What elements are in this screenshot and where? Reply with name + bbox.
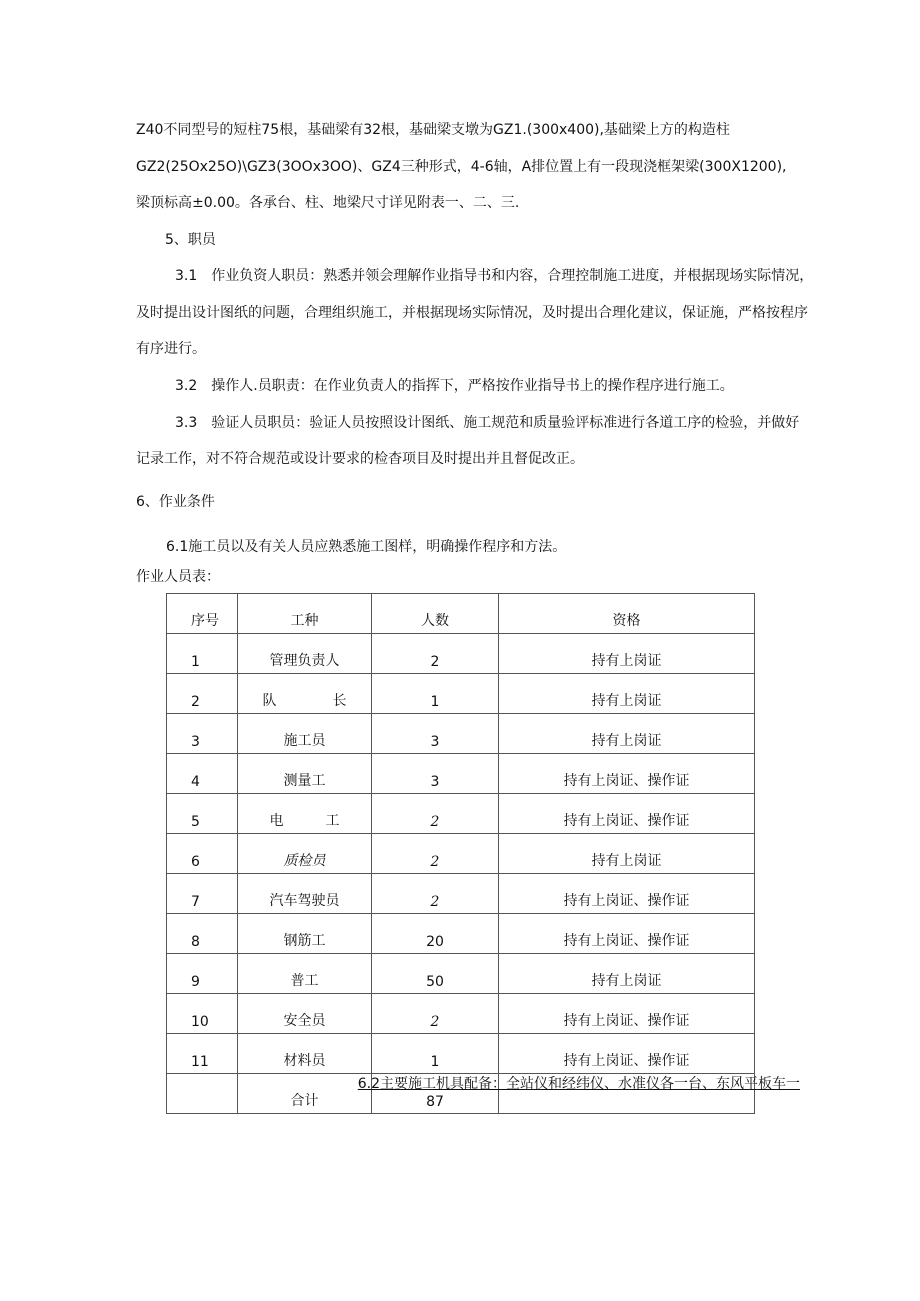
table-cell: 7	[167, 874, 238, 914]
section-heading: 6、作业条件	[136, 494, 215, 510]
table-cell: 5	[167, 794, 238, 834]
table-cell: 2	[372, 794, 499, 834]
table-row	[167, 1034, 755, 1074]
table-cell: 施工员	[238, 714, 372, 754]
paragraph: 记录工作，对不符合规范或设计要求的检杳项目及时提出并且督促改正。	[136, 451, 584, 467]
paragraph: 3.2 操作人.员职责：在作业负责人的指挥下，严格按作业指导书上的操作程序进行施工。	[175, 378, 734, 394]
table-cell: 电 工	[238, 794, 372, 834]
header-cell: 工种	[238, 594, 372, 634]
table-cell: 持有上岗证、操作证	[499, 994, 755, 1034]
table-cell: 管理负责人	[238, 634, 372, 674]
header-cell: 序号	[167, 594, 238, 634]
table-cell: 持有上岗证、操作证	[499, 874, 755, 914]
table-row	[167, 634, 755, 674]
table-cell: 持有上岗证、操作证	[499, 914, 755, 954]
table-cell: 材料员	[238, 1034, 372, 1074]
table-cell	[167, 1074, 238, 1114]
table-row	[167, 794, 755, 834]
table-cell: 4	[167, 754, 238, 794]
table-cell: 3	[372, 754, 499, 794]
paragraph: 梁顶标高±0.00。各承台、柱、地梁尺寸详见附表一、二、三.	[136, 195, 520, 211]
table-cell: 测量工	[238, 754, 372, 794]
table-cell: 队 长	[238, 674, 372, 714]
table-cell: 9	[167, 954, 238, 994]
table-cell: 质检员	[238, 834, 372, 874]
table-header-row	[167, 594, 755, 634]
table-cell: 3	[167, 714, 238, 754]
table-cell: 持有上岗证、操作证	[499, 794, 755, 834]
table-row	[167, 994, 755, 1034]
table-cell: 50	[372, 954, 499, 994]
table-cell: 3	[372, 714, 499, 754]
paragraph: 3.3 验证人员职员：验证人员按照设计图纸、施工规范和质量验评标准进行各道工序的检验，并做好	[175, 415, 800, 431]
table-cell: 20	[372, 914, 499, 954]
table-row	[167, 914, 755, 954]
paragraph: 6.1施工员以及有关人员应熟悉施工图样，明确操作程序和方法。	[166, 539, 567, 555]
table-cell: 1	[372, 1034, 499, 1074]
table-cell: 持有上岗证	[499, 674, 755, 714]
table-row	[167, 874, 755, 914]
table-cell: 合计	[238, 1074, 372, 1114]
table-cell: 8	[167, 914, 238, 954]
table-cell: 1	[372, 674, 499, 714]
table-row	[167, 714, 755, 754]
table-cell: 持有上岗证	[499, 714, 755, 754]
table-cell: 2	[372, 874, 499, 914]
staff-table	[166, 593, 755, 1114]
header-cell: 资格	[499, 594, 755, 634]
table-row	[167, 954, 755, 994]
table-cell: 2	[372, 994, 499, 1034]
table-cell: 10	[167, 994, 238, 1034]
table-row	[167, 834, 755, 874]
table-cell: 6	[167, 834, 238, 874]
table-cell: 持有上岗证	[499, 634, 755, 674]
table-row	[167, 674, 755, 714]
table-cell: 持有上岗证、操作证	[499, 1034, 755, 1074]
table-cell: 汽车驾驶员	[238, 874, 372, 914]
table-cell: 持有上岗证	[499, 954, 755, 994]
paragraph: 有序进行。	[136, 341, 206, 357]
paragraph: Z40不同型号的短柱75根，基础梁有32根，基础梁支墩为GZ1.(300x400),基础梁上方的构造柱	[136, 122, 730, 138]
table-cell: 2	[372, 834, 499, 874]
table-cell: 普工	[238, 954, 372, 994]
paragraph: 3.1 作业负资人职员：熟悉并领会理解作业指导书和内容，合理控制施工进度，并根据现场实际情况，	[175, 268, 814, 284]
table-cell: 钢筋工	[238, 914, 372, 954]
header-cell: 人数	[372, 594, 499, 634]
table-cell: 持有上岗证	[499, 834, 755, 874]
footer-line: 6.2主要施工机具配备：全站仪和经纬仪、水准仪各一台、东风平板车一	[357, 1076, 800, 1092]
table-cell: 安全员	[238, 994, 372, 1034]
table-cell: 1	[167, 634, 238, 674]
table-caption: 作业人员表：	[136, 569, 220, 585]
table-cell: 87	[372, 1074, 499, 1114]
table-cell: 11	[167, 1034, 238, 1074]
table-cell: 2	[372, 634, 499, 674]
paragraph: 及时提出设计图纸的问题，合理组织施工，并根据现场实际情况，及时提出合理化建议，保证施，严格按程序	[136, 305, 808, 321]
paragraph: GZ2(25Ox25O)\GZ3(3OOx3OO)、GZ4三种形式，4-6轴，A排位置上有一段现浇框架梁(300X1200),	[136, 159, 787, 175]
section-heading: 5、职员	[165, 232, 216, 248]
table-cell: 2	[167, 674, 238, 714]
table-row	[167, 754, 755, 794]
table-cell: 持有上岗证、操作证	[499, 754, 755, 794]
